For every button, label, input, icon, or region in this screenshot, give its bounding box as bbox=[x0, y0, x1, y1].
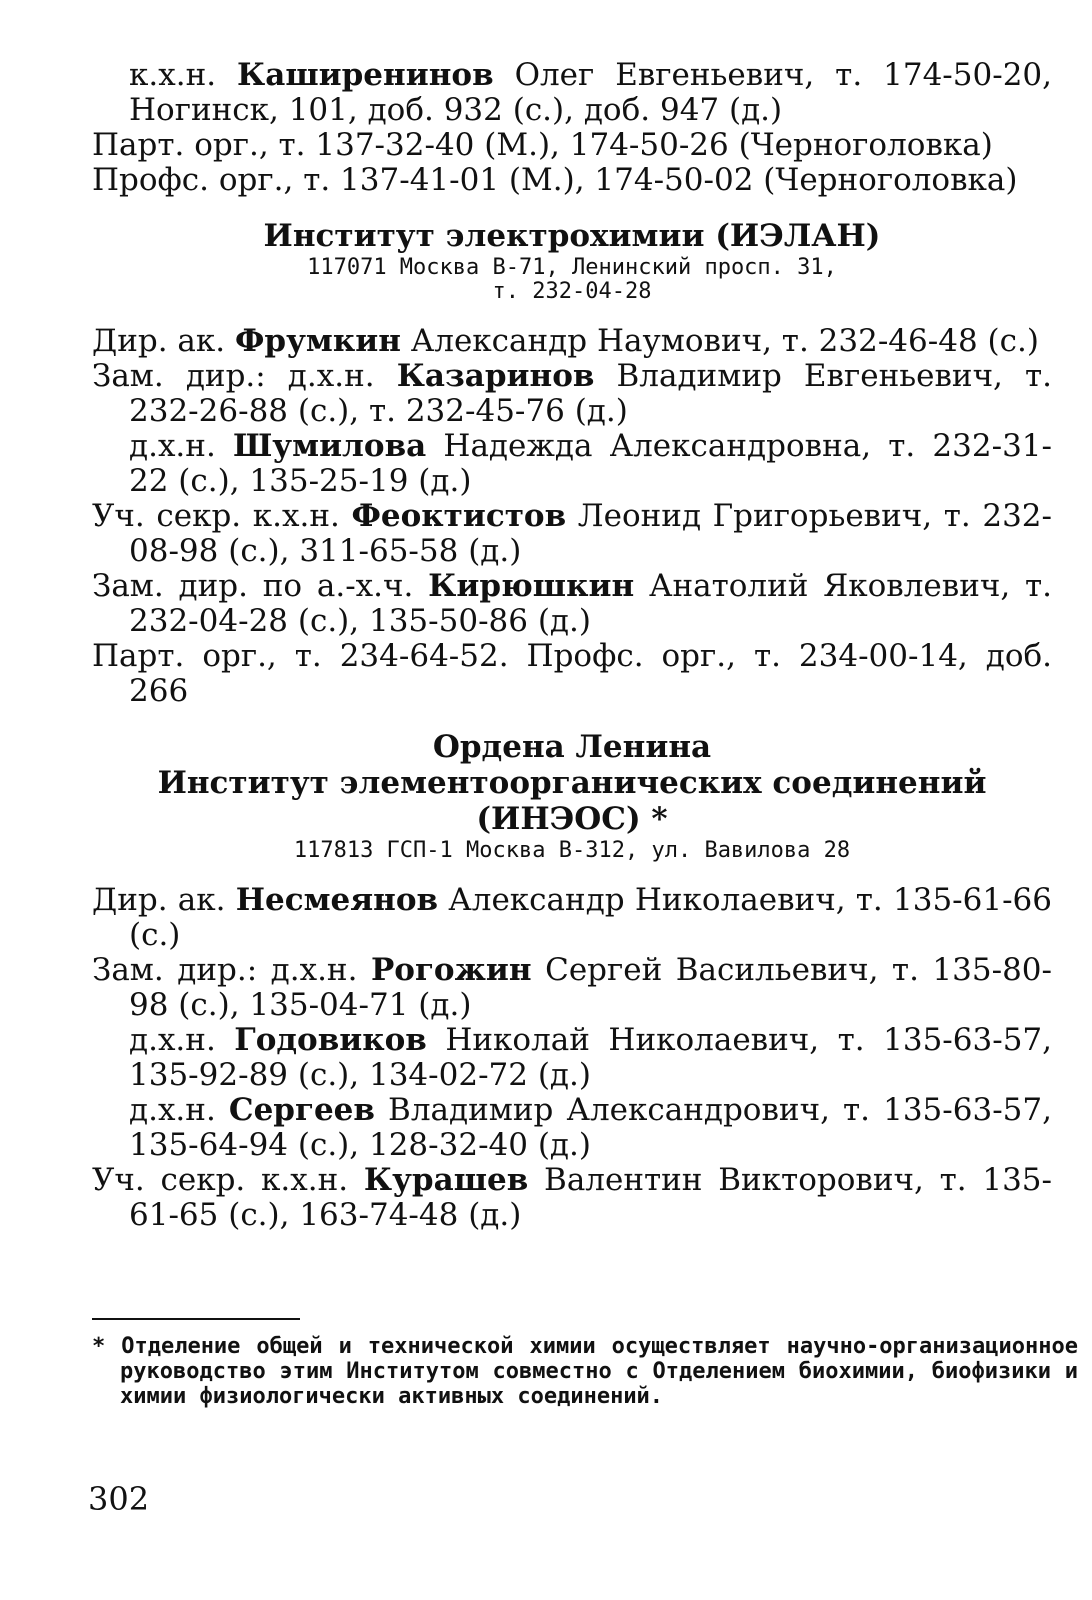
person-surname: Рогожин bbox=[370, 952, 532, 988]
person-surname: Сергеев bbox=[228, 1092, 375, 1128]
entry-prefix: д.х.н. bbox=[129, 428, 233, 464]
staff-entry bbox=[92, 324, 1052, 359]
entry-details: Владимир Александрович, т. 135-63-57, 135-64-94 (с.), 128-32-40 (д.) bbox=[129, 1092, 1052, 1163]
entry-details: Валентин Викторович, т. 135-61-65 (с.), 163-74-48 (д.) bbox=[129, 1162, 1052, 1233]
entry-prefix: Уч. секр. к.х.н. bbox=[92, 1162, 364, 1198]
entry-details: Сергей Васильевич, т. 135-80-98 (с.), 135-04-71 (д.) bbox=[129, 952, 1052, 1023]
entry-prefix: Зам. дир.: д.х.н. bbox=[92, 358, 397, 394]
staff-entry bbox=[92, 499, 1052, 569]
page-body bbox=[92, 58, 1052, 1233]
entry-text: Профс. орг., т. 137-41-01 (М.), 174-50-02 (Черноголовка) bbox=[92, 162, 1018, 198]
entry-prefix: Дир. ак. bbox=[92, 323, 235, 359]
entry-prefix: Уч. секр. к.х.н. bbox=[92, 498, 352, 534]
entry-details: Александр Наумович, т. 232-46-48 (с.) bbox=[400, 323, 1039, 359]
address-line: 117071 Москва В-71, Ленинский просп. 31, bbox=[307, 255, 837, 280]
staff-entry bbox=[92, 569, 1052, 639]
person-surname: Каширенинов bbox=[237, 57, 494, 93]
entry-prefix: к.х.н. bbox=[129, 57, 238, 93]
address-line: т. 232-04-28 bbox=[492, 279, 652, 304]
person-surname: Несмеянов bbox=[235, 882, 439, 918]
entry-prefix: Зам. дир. по а.-х.ч. bbox=[92, 568, 429, 604]
institute-address bbox=[92, 256, 1052, 304]
footnote-divider bbox=[92, 1318, 300, 1320]
institute-title: Институт элементоорганических соединений (ИНЭОС) * bbox=[157, 765, 987, 837]
org-contacts-entry bbox=[92, 639, 1052, 709]
person-surname: Феоктистов bbox=[351, 498, 567, 534]
staff-entry bbox=[92, 883, 1052, 953]
entry-details: Николай Николаевич, т. 135-63-57, 135-92-89 (с.), 134-02-72 (д.) bbox=[129, 1022, 1052, 1093]
union-org-entry bbox=[92, 163, 1052, 198]
footnote: * Отделение общей и технической химии осуществляет научно-организационное руководство этим Институтом совместно с Отделением биохимии, биофизики и химии физиологически активных соединений. bbox=[92, 1334, 1078, 1409]
entry-prefix: Дир. ак. bbox=[92, 882, 236, 918]
entry-prefix: д.х.н. bbox=[129, 1092, 229, 1128]
staff-entry bbox=[129, 1023, 1052, 1093]
staff-entry bbox=[129, 1093, 1052, 1163]
staff-entry bbox=[92, 1163, 1052, 1233]
person-surname: Кирюшкин bbox=[428, 568, 635, 604]
staff-entry bbox=[129, 58, 1052, 128]
person-surname: Годовиков bbox=[234, 1022, 427, 1058]
staff-entry bbox=[92, 359, 1052, 429]
person-surname: Курашев bbox=[363, 1162, 529, 1198]
page-number: 302 bbox=[88, 1480, 150, 1518]
institute-address: 117813 ГСП-1 Москва В-312, ул. Вавилова 28 bbox=[293, 838, 851, 863]
staff-entry bbox=[129, 429, 1052, 499]
entry-details: Анатолий Яковлевич, т. 232-04-28 (с.), 135-50-86 (д.) bbox=[129, 568, 1052, 639]
entry-details: Надежда Александровна, т. 232-31-22 (с.), 135-25-19 (д.) bbox=[129, 428, 1052, 499]
staff-entry bbox=[92, 953, 1052, 1023]
entry-details: Александр Николаевич, т. 135-61-66 (с.) bbox=[129, 882, 1053, 953]
entry-details: Леонид Григорьевич, т. 232-08-98 (с.), 311-65-58 (д.) bbox=[129, 498, 1052, 569]
entry-details: Владимир Евгеньевич, т. 232-26-88 (с.), т. 232-45-76 (д.) bbox=[129, 358, 1052, 429]
order-title: Ордена Ленина bbox=[432, 729, 712, 765]
person-surname: Шумилова bbox=[232, 428, 427, 464]
entry-prefix: д.х.н. bbox=[129, 1022, 235, 1058]
entry-text: Парт. орг., т. 137-32-40 (М.), 174-50-26 (Черноголовка) bbox=[92, 127, 993, 163]
entry-details: Олег Евгеньевич, т. 174-50-20, Ногинск, 101, доб. 932 (с.), доб. 947 (д.) bbox=[129, 57, 1052, 128]
party-org-entry bbox=[92, 128, 1052, 163]
person-surname: Казаринов bbox=[396, 358, 595, 394]
entry-text: Парт. орг., т. 234-64-52. Профс. орг., т. 234-00-14, доб. 266 bbox=[92, 638, 1052, 709]
institute-title: Институт электрохимии (ИЭЛАН) bbox=[263, 218, 881, 254]
entry-prefix: Зам. дир.: д.х.н. bbox=[92, 952, 371, 988]
person-surname: Фрумкин bbox=[234, 323, 401, 359]
